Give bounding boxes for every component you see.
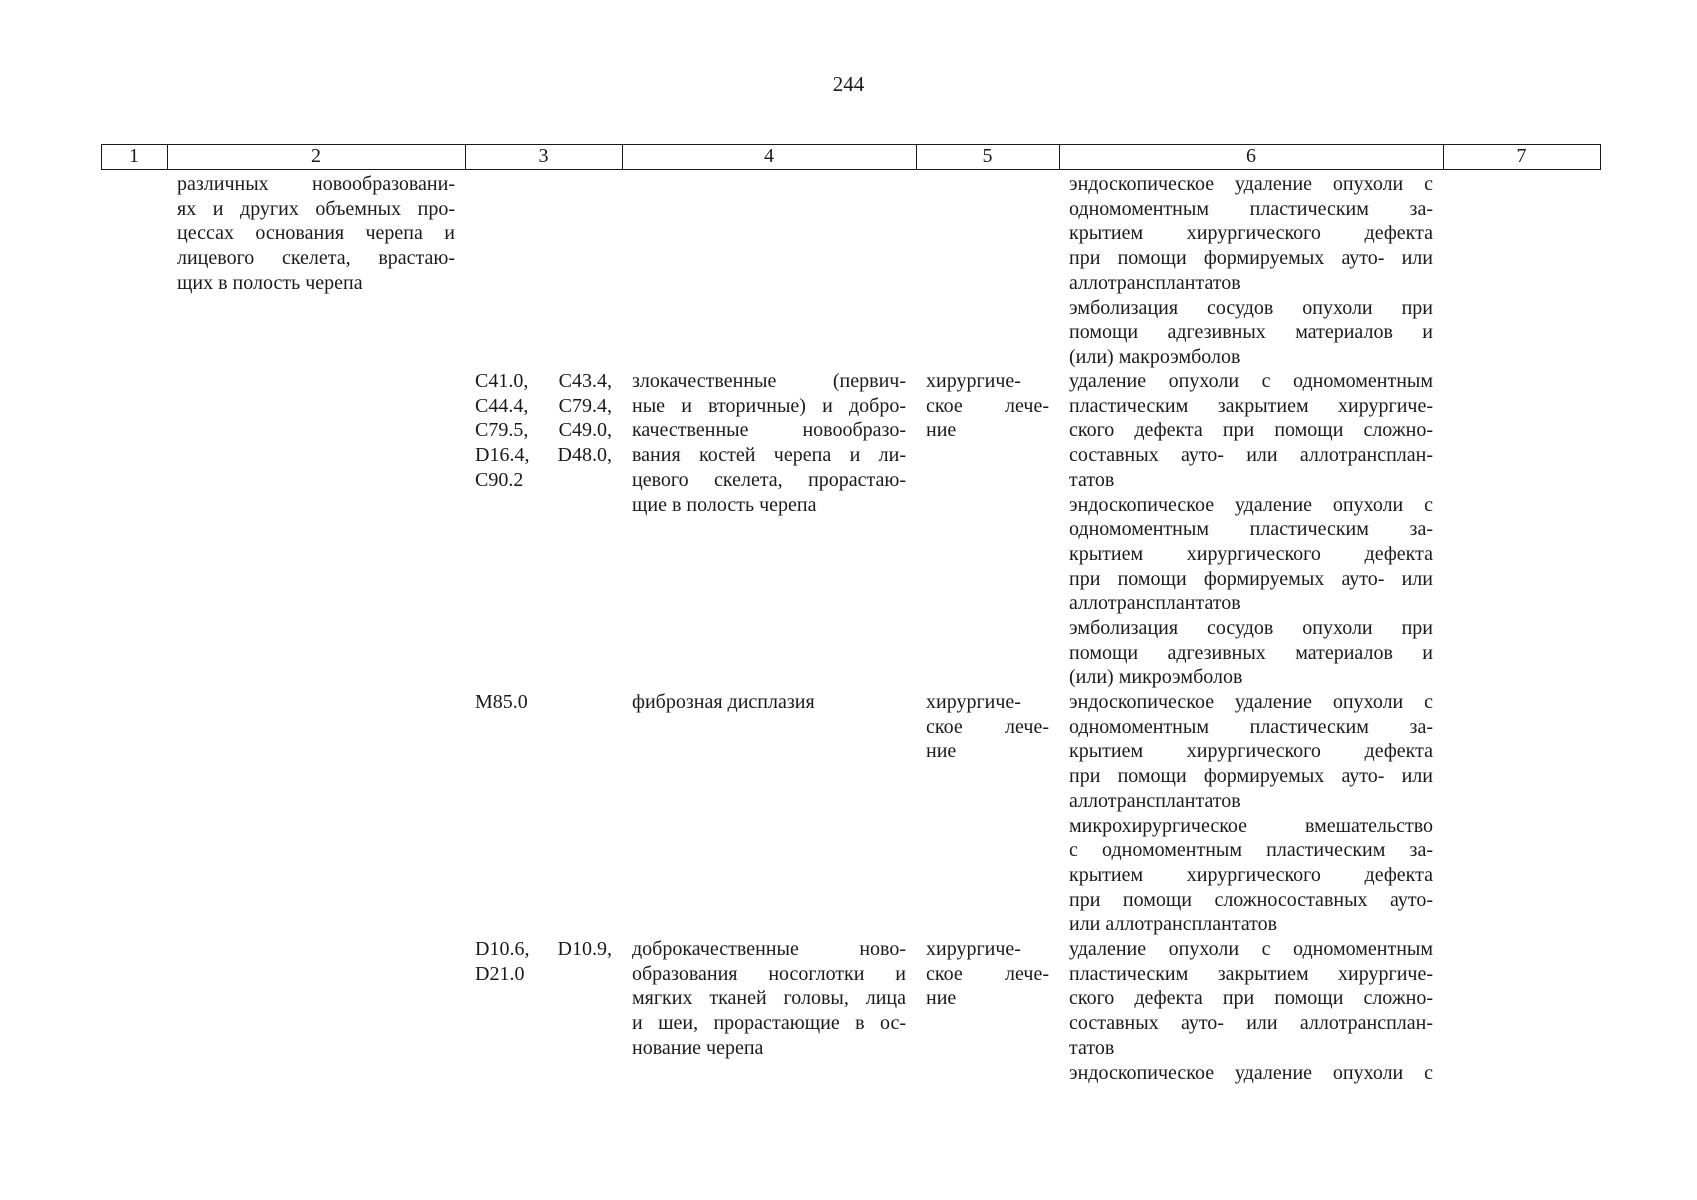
text-line: крытием хирургического дефекта [1069,222,1433,245]
text-line: M85.0 [475,691,528,713]
text-line: (или) макроэмболов [1069,345,1241,368]
text-line: образования носоглотки и [632,962,906,985]
text-line: пластическим закрытием хирургиче- [1069,394,1433,417]
table-row-0-methods [1069,172,1433,370]
text-line: фиброзная дисплазия [632,691,815,713]
table-row-2-methods [1069,690,1433,937]
text-line: эндоскопическое удаление опухоли с [1069,173,1433,195]
text-line: эндоскопическое удаление опухоли с [1069,691,1433,713]
text-line: мягких тканей головы, лица [632,987,906,1010]
table-row-1-icd-codes [475,369,612,493]
table-row-3-methods [1069,937,1433,1085]
text-line: при помощи формируемых ауто- или [1069,567,1433,590]
text-line: с одномоментным пластическим за- [1069,839,1433,862]
text-line: при помощи сложносоставных ауто- [1069,888,1433,911]
text-line: ского дефекта при помощи сложно- [1069,419,1433,442]
text-line: при помощи формируемых ауто- или [1069,765,1433,788]
text-line: эмболизация сосудов опухоли при [1069,296,1433,319]
table-row-2-model-patient [632,690,906,715]
text-line: C44.4, C79.4, [475,394,612,417]
text-line: щие в полость черепа [632,493,817,516]
text-line: вания костей черепа и ли- [632,444,906,467]
text-line: цевого скелета, прорастаю- [632,468,906,491]
text-line: качественные новообразо- [632,419,906,442]
table-row-3-treatment-type [926,937,1049,1011]
text-line: C90.2 [475,468,524,491]
text-line: крытием хирургического дефекта [1069,863,1433,886]
text-line: составных ауто- или аллотрансплан- [1069,444,1433,467]
column-header-2: 2 [311,145,321,167]
table-row-1-model-patient [632,369,906,517]
text-line: крытием хирургического дефекта [1069,740,1433,763]
text-line: ях и других объемных про- [177,197,455,220]
column-header-3: 3 [538,145,549,167]
text-line: одномоментным пластическим за- [1069,715,1433,738]
column-header-5: 5 [982,145,993,167]
text-line: лицевого скелета, врастаю- [177,247,455,270]
table-row-2-icd-codes [475,690,612,715]
table-row-1-methods [1069,369,1433,690]
text-line: ское лече- [926,962,1049,985]
text-line: эндоскопическое удаление опухоли с [1069,493,1433,516]
text-line: ское лече- [926,394,1049,417]
text-line: цессах основания черепа и [177,222,455,245]
text-line: D16.4, D48.0, [475,444,612,467]
text-line: аллотрансплантатов [1069,592,1241,615]
text-line: эмболизация сосудов опухоли при [1069,617,1433,640]
text-line: и шеи, прорастающие в ос- [632,1012,906,1035]
text-line: злокачественные (первич- [632,370,906,392]
header-bottom-rule [101,169,1601,170]
text-line: D10.6, D10.9, [475,938,612,960]
text-line: хирургиче- [926,691,1021,713]
text-line: C41.0, C43.4, [475,370,612,392]
text-line: помощи адгезивных материалов и [1069,321,1433,344]
text-line: татов [1069,1036,1115,1059]
column-header-7: 7 [1516,145,1527,167]
text-line: ское лече- [926,715,1049,738]
text-line: ского дефекта при помощи сложно- [1069,987,1433,1010]
text-line: аллотрансплантатов [1069,789,1241,812]
text-line: или аллотрансплантатов [1069,913,1278,936]
text-line: одномоментным пластическим за- [1069,518,1433,541]
text-line: доброкачественные ново- [632,938,906,960]
text-line: различных новообразовани- [177,173,455,195]
text-line: крытием хирургического дефекта [1069,542,1433,565]
text-line: ние [926,740,957,763]
text-line: татов [1069,468,1115,491]
text-line: D21.0 [475,962,525,985]
table-row-1-treatment-type [926,369,1049,443]
text-line: ние [926,987,957,1010]
text-line: хирургиче- [926,938,1021,960]
table-row-2-treatment-type [926,690,1049,764]
text-line: щих в полость черепа [177,271,363,294]
text-line: эндоскопическое удаление опухоли с [1069,1061,1433,1084]
text-line: ние [926,419,957,442]
text-line: составных ауто- или аллотрансплан- [1069,1012,1433,1035]
table-row-0-disease-group [177,172,455,296]
text-line: микрохирургическое вмешательство [1069,814,1433,837]
text-line: аллотрансплантатов [1069,271,1241,294]
text-line: пластическим закрытием хирургиче- [1069,962,1433,985]
text-line: хирургиче- [926,370,1021,392]
text-line: ные и вторичные) и добро- [632,394,906,417]
text-line: (или) микроэмболов [1069,666,1243,689]
column-header-6: 6 [1246,145,1256,167]
text-line: помощи адгезивных материалов и [1069,641,1433,664]
table-row-3-model-patient [632,937,906,1061]
text-line: одномоментным пластическим за- [1069,197,1433,220]
text-line: удаление опухоли с одномоментным [1069,370,1433,392]
text-line: при помощи формируемых ауто- или [1069,247,1433,270]
procedures-table [101,144,1601,1184]
text-line: удаление опухоли с одномоментным [1069,938,1433,960]
header-divider [1600,144,1601,170]
page-number: 244 [832,72,865,96]
text-line: C79.5, C49.0, [475,419,612,442]
table-row-3-icd-codes [475,937,612,986]
text-line: нование черепа [632,1036,764,1059]
column-header-4: 4 [764,145,774,167]
column-header-1: 1 [129,145,139,167]
